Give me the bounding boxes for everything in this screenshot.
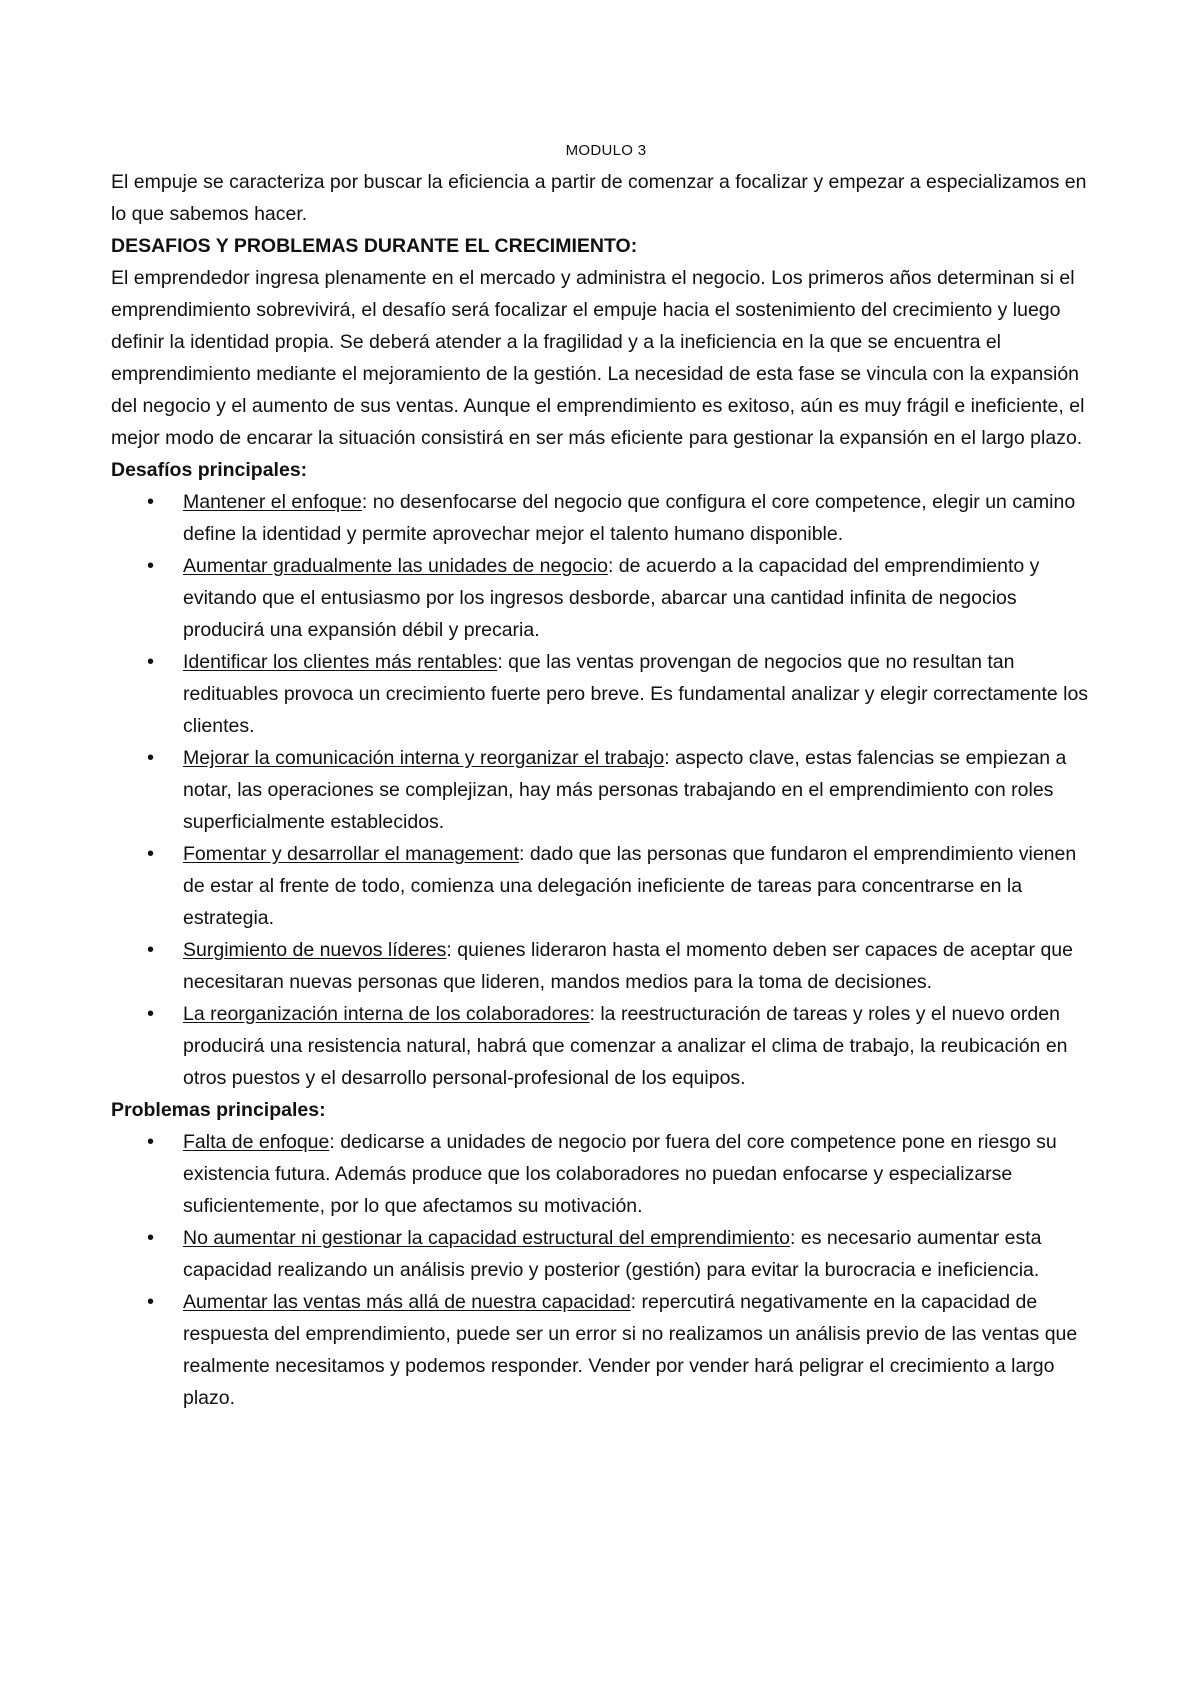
list-item	[147, 550, 1101, 646]
section-heading: DESAFIOS Y PROBLEMAS DURANTE EL CRECIMIENTO:	[111, 235, 638, 257]
problemas-heading: Problemas principales:	[111, 1099, 326, 1121]
bullet-icon: •	[147, 1227, 155, 1249]
bullet-icon: •	[147, 747, 155, 769]
document-page	[111, 140, 1101, 1414]
list-item-text: : no desenfocarse del negocio que configura el core competence, elegir un camino define la identidad y permite aprovechar mejor el talento humano disponible.	[183, 491, 1076, 545]
list-item	[147, 486, 1101, 550]
list-item-text: : dedicarse a unidades de negocio por fuera del core competence pone en riesgo su existencia futura. Además produce que los colaboradores no puedan enfocarse y especializarse suficientemente, por lo que afectamos su motivación.	[183, 1131, 1057, 1217]
list-item-term: No aumentar ni gestionar la capacidad estructural del emprendimiento	[183, 1227, 791, 1249]
list-item-term: La reorganización interna de los colaboradores	[183, 1003, 590, 1025]
page-title: MODULO 3	[565, 142, 647, 159]
list-item-text: : de acuerdo a la capacidad del emprendimiento y evitando que el entusiasmo por los ingresos desborde, abarcar una cantidad infinita de negocios producirá una expansión débil y precaria.	[183, 555, 1040, 641]
list-item	[147, 1222, 1101, 1286]
list-item-text: : repercutirá negativamente en la capacidad de respuesta del emprendimiento, puede ser un error si no realizamos un análisis previo de las ventas que realmente necesitamos y podemos responder. Vender por vender hará peligrar el crecimiento a largo plazo.	[183, 1291, 1078, 1409]
list-item-term: Surgimiento de nuevos líderes	[183, 939, 447, 961]
list-item-text: : aspecto clave, estas falencias se empiezan a notar, las operaciones se complejizan, hay más personas trabajando en el emprendimiento con roles superficialmente establecidos.	[183, 747, 1067, 833]
bullet-icon: •	[147, 491, 155, 513]
list-item	[147, 1286, 1101, 1414]
list-item-term: Aumentar gradualmente las unidades de negocio	[183, 555, 608, 577]
list-item-term: Mantener el enfoque	[183, 491, 362, 513]
bullet-icon: •	[147, 1131, 155, 1153]
list-item	[147, 998, 1101, 1094]
list-item	[147, 742, 1101, 838]
desafios-heading: Desafíos principales:	[111, 459, 308, 481]
desafios-list	[111, 486, 1101, 1094]
list-item-text: : que las ventas provengan de negocios que no resultan tan redituables provoca un crecimiento fuerte pero breve. Es fundamental analizar y elegir correctamente los clientes.	[183, 651, 1089, 737]
intro-paragraph: El empuje se caracteriza por buscar la eficiencia a partir de comenzar a focalizar y empezar a especializamos en lo que sabemos hacer.	[111, 171, 1087, 225]
list-item-text: : dado que las personas que fundaron el emprendimiento vienen de estar al frente de todo, comienza una delegación ineficiente de tareas para concentrarse en la estrategia.	[183, 843, 1077, 929]
problemas-list	[111, 1126, 1101, 1414]
bullet-icon: •	[147, 555, 155, 577]
list-item-term: Identificar los clientes más rentables	[183, 651, 498, 673]
list-item-text: : es necesario aumentar esta capacidad realizando un análisis previo y posterior (gestión) para evitar la burocracia e ineficiencia.	[183, 1227, 1042, 1281]
list-item	[147, 1126, 1101, 1222]
list-item-text: : la reestructuración de tareas y roles y el nuevo orden producirá una resistencia natural, habrá que comenzar a analizar el clima de trabajo, la reubicación en otros puestos y el desarrollo personal-profesional de los equipos.	[183, 1003, 1068, 1089]
bullet-icon: •	[147, 843, 155, 865]
list-item-term: Falta de enfoque	[183, 1131, 330, 1153]
bullet-icon: •	[147, 939, 155, 961]
list-item	[147, 646, 1101, 742]
section-body-paragraph: El emprendedor ingresa plenamente en el mercado y administra el negocio. Los primeros años determinan si el emprendimiento sobrevivirá, el desafío será focalizar el empuje hacia el sostenimiento del crecimiento y luego definir la identidad propia. Se deberá atender a la fragilidad y a la ineficiencia en la que se encuentra el emprendimiento mediante el mejoramiento de la gestión. La necesidad de esta fase se vincula con la expansión del negocio y el aumento de sus ventas. Aunque el emprendimiento es exitoso, aún es muy frágil e ineficiente, el mejor modo de encarar la situación consistirá en ser más eficiente para gestionar la expansión en el largo plazo.	[111, 267, 1085, 449]
list-item	[147, 934, 1101, 998]
bullet-icon: •	[147, 1291, 155, 1313]
bullet-icon: •	[147, 651, 155, 673]
list-item	[147, 838, 1101, 934]
bullet-icon: •	[147, 1003, 155, 1025]
list-item-text: : quienes lideraron hasta el momento deben ser capaces de aceptar que necesitaran nuevas personas que lideren, mandos medios para la toma de decisiones.	[183, 939, 1073, 993]
list-item-term: Aumentar las ventas más allá de nuestra capacidad	[183, 1291, 631, 1313]
list-item-term: Mejorar la comunicación interna y reorganizar el trabajo	[183, 747, 665, 769]
list-item-term: Fomentar y desarrollar el management	[183, 843, 519, 865]
